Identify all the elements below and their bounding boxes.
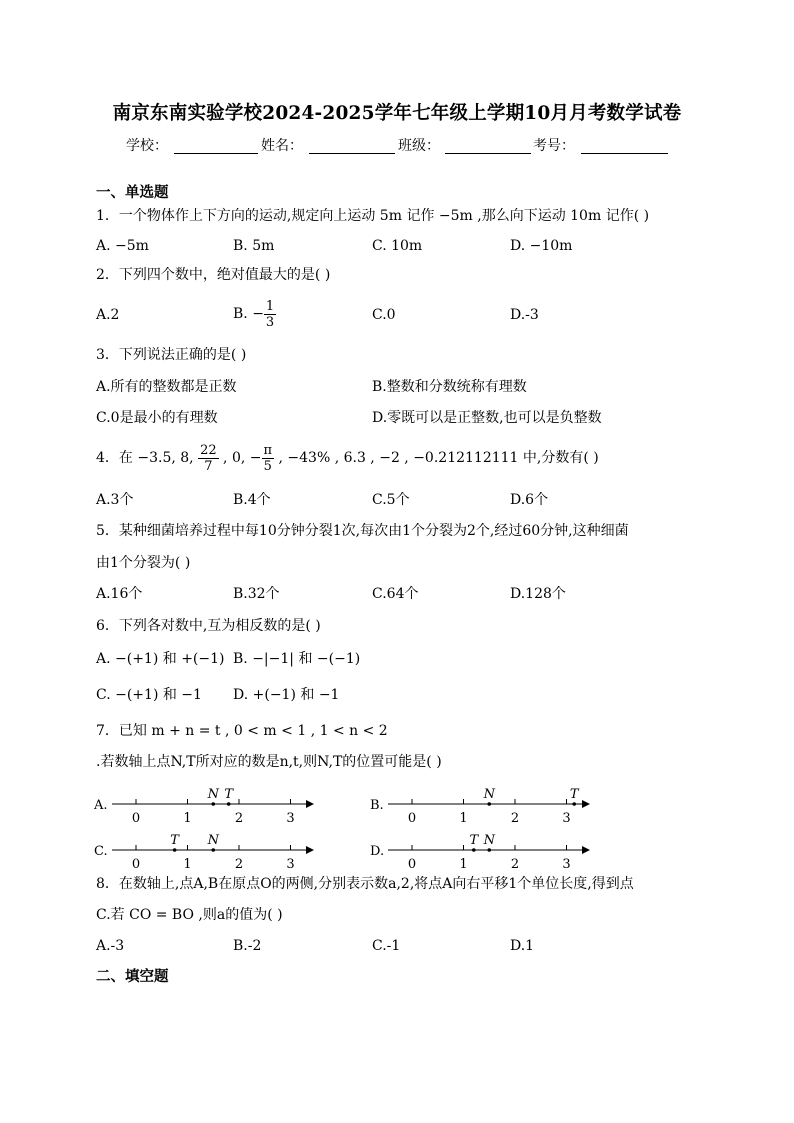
question-8-option-b[interactable]: B.-2: [233, 938, 262, 954]
tick-label: 2: [234, 811, 244, 826]
question-5-option-a[interactable]: A.16个: [96, 586, 143, 602]
tick-label: 3: [286, 857, 295, 872]
question-6-stem: 6．下列各对数中,互为相反数的是( ): [96, 618, 321, 634]
page-title: 南京东南实验学校2024-2025学年七年级上学期10月月考数学试卷: [112, 103, 682, 124]
name-label: 姓名：: [261, 138, 303, 154]
tick-label: 1: [183, 857, 192, 872]
axis-arrow-icon: [582, 846, 590, 854]
question-5-stem-line-1: 5．某种细菌培养过程中每10分钟分裂1次,每次由1个分裂为2个,经过60分钟,这种细菌: [96, 523, 629, 539]
number-line-option-d[interactable]: [370, 828, 600, 878]
question-8-stem-line-2: C.若 CO = BO ,则a的值为( ): [96, 907, 283, 923]
q4-text-post: , −43% , 6.3 , −2 , −0.212112111 中,分数有( ): [274, 450, 599, 466]
tick-label: 0: [131, 857, 141, 872]
point-dot: [487, 802, 491, 806]
question-2-option-a[interactable]: A.2: [96, 307, 120, 323]
point-dot: [227, 802, 231, 806]
tick-label: 2: [510, 857, 520, 872]
question-6-option-d[interactable]: D. +(−1) 和 −1: [233, 687, 340, 703]
question-4-option-b[interactable]: B.4个: [233, 492, 271, 508]
option-label: C.: [94, 844, 108, 859]
number-line-svg: [94, 782, 324, 828]
question-4-stem: [96, 437, 599, 479]
question-3-option-a[interactable]: A.所有的整数都是正数: [96, 379, 237, 395]
fraction-numerator: 22: [200, 442, 217, 458]
number-line-option-c[interactable]: [94, 828, 324, 878]
section-heading-fill-in: 二、填空题: [96, 968, 169, 985]
tick-label: 1: [459, 857, 468, 872]
fraction-numerator: π: [263, 442, 273, 458]
number-blank[interactable]: [581, 153, 668, 154]
question-6-option-a[interactable]: A. −(+1) 和 +(−1): [96, 651, 225, 667]
number-line-svg: [370, 782, 600, 828]
point-label: N: [207, 833, 219, 848]
question-3-option-d[interactable]: D.零既可以是正整数,也可以是负整数: [372, 410, 602, 426]
tick-label: 1: [459, 811, 468, 826]
question-2-option-d[interactable]: D.-3: [510, 307, 539, 323]
point-label: T: [469, 833, 479, 848]
question-1-option-d[interactable]: D. −10m: [510, 238, 573, 254]
section-heading-single-choice: 一、单选题: [96, 184, 169, 201]
q4-text-pre: 4．在 −3.5, 8,: [96, 450, 199, 466]
question-1-stem: 1．一个物体作上下方向的运动,规定向上运动 5m 记作 −5m ,那么向下运动 10m 记作( ): [96, 208, 650, 224]
question-1-option-c[interactable]: C. 10m: [372, 238, 423, 254]
number-label: 考号：: [533, 138, 575, 154]
question-6-option-c[interactable]: C. −(+1) 和 −1: [96, 687, 202, 703]
tick-label: 2: [234, 857, 244, 872]
question-5-option-b[interactable]: B.32个: [233, 586, 280, 602]
point-dot: [211, 802, 215, 806]
question-5-option-d[interactable]: D.128个: [510, 586, 566, 602]
fraction-denominator: 5: [263, 458, 272, 474]
school-label: 学校：: [126, 138, 168, 154]
point-label: N: [483, 833, 495, 848]
tick-label: 2: [510, 811, 520, 826]
question-2-option-c[interactable]: C.0: [372, 307, 396, 323]
question-8-stem-line-1: 8．在数轴上,点A,B在原点O的两侧,分别表示数a,2,将点A向右平移1个单位长度,得到点: [96, 876, 634, 892]
option-label: A.: [94, 798, 108, 813]
question-2-option-b[interactable]: [233, 293, 276, 335]
point-dot: [572, 802, 576, 806]
axis-arrow-icon: [306, 846, 314, 854]
question-3-option-b[interactable]: B.整数和分数统称有理数: [372, 379, 527, 395]
class-label: 班级：: [398, 138, 440, 154]
fraction-denominator: 7: [204, 458, 213, 474]
tick-label: 3: [562, 857, 571, 872]
point-dot: [472, 848, 476, 852]
tick-label: 3: [562, 811, 571, 826]
point-label: T: [224, 787, 234, 802]
question-3-option-c[interactable]: C.0是最小的有理数: [96, 410, 218, 426]
question-8-option-c[interactable]: C.-1: [372, 938, 401, 954]
number-line-svg: [94, 828, 324, 874]
tick-label: 1: [183, 811, 192, 826]
question-7-stem-line-1: 7．已知 m + n = t , 0 < m < 1 , 1 < n < 2: [96, 723, 388, 739]
question-5-stem-line-2: 由1个分裂为( ): [96, 555, 191, 571]
question-7-stem-line-2: .若数轴上点N,T所对应的数是n,t,则N,T的位置可能是( ): [96, 754, 442, 770]
fraction-denominator: 3: [265, 314, 275, 330]
point-label: N: [483, 787, 495, 802]
option-label: D.: [370, 844, 385, 859]
fraction-numerator: 1: [265, 298, 275, 314]
question-4-option-c[interactable]: C.5个: [372, 492, 410, 508]
number-line-option-a[interactable]: [94, 782, 324, 832]
fraction-22-7: [198, 443, 219, 474]
point-label: T: [569, 787, 579, 802]
axis-arrow-icon: [582, 800, 590, 808]
question-2-stem: 2．下列四个数中，绝对值最大的是( ): [96, 267, 331, 283]
point-label: T: [170, 833, 179, 848]
tick-label: 0: [407, 811, 417, 826]
point-dot: [487, 848, 491, 852]
option-b-prefix: B. −: [233, 306, 264, 322]
question-1-option-a[interactable]: A. −5m: [96, 238, 149, 254]
question-6-option-b[interactable]: B. −|−1| 和 −(−1): [233, 651, 361, 667]
question-5-option-c[interactable]: C.64个: [372, 586, 419, 602]
tick-label: 0: [407, 857, 417, 872]
axis-arrow-icon: [306, 800, 314, 808]
school-blank[interactable]: [174, 153, 258, 154]
tick-label: 3: [286, 811, 295, 826]
question-8-option-a[interactable]: A.-3: [96, 938, 125, 954]
question-1-option-b[interactable]: B. 5m: [233, 238, 275, 254]
number-line-svg: [370, 828, 600, 874]
question-8-option-d[interactable]: D.1: [510, 938, 535, 954]
question-4-option-d[interactable]: D.6个: [510, 492, 549, 508]
question-3-stem: 3．下列说法正确的是( ): [96, 347, 247, 363]
name-blank[interactable]: [309, 153, 395, 154]
q4-text-mid: , 0, −: [218, 450, 262, 466]
fraction-pi-5: [262, 443, 275, 474]
tick-label: 0: [131, 811, 141, 826]
fraction-one-third: [264, 299, 276, 330]
point-dot: [173, 848, 177, 852]
question-4-option-a[interactable]: A.3个: [96, 492, 134, 508]
option-label: B.: [370, 798, 384, 813]
point-label: N: [207, 787, 219, 802]
point-dot: [211, 848, 215, 852]
number-line-option-b[interactable]: [370, 782, 600, 832]
class-blank[interactable]: [445, 153, 531, 154]
